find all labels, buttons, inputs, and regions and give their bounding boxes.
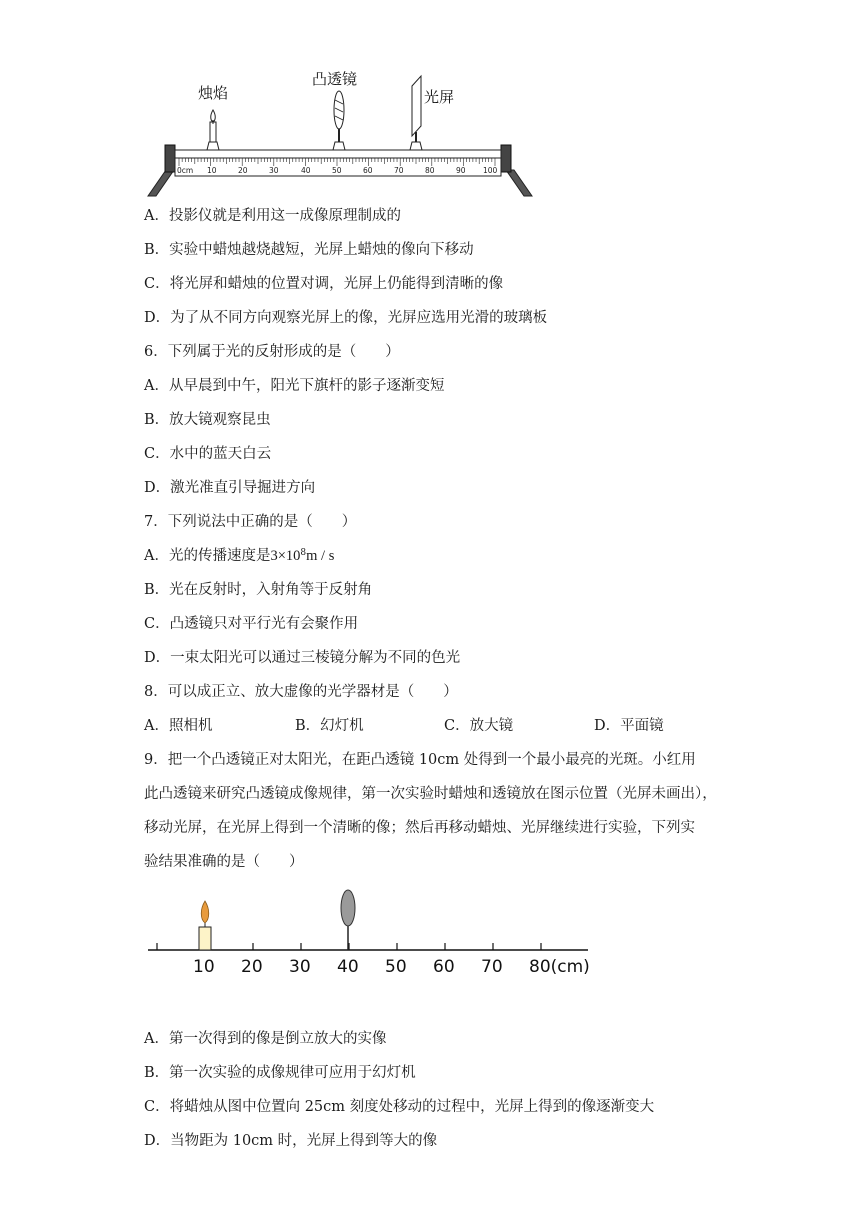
tick-label-0: 0cm [177,166,194,175]
optical-bench-figure [140,62,540,202]
q8-option-a: A．照相机 [144,718,213,734]
tick-label-70: 70 [394,166,404,175]
axis-label-80: 80(cm) [529,957,590,977]
tick-label-30: 30 [269,166,279,175]
tick-label-90: 90 [456,166,466,175]
q7-stem: 7．下列说法中正确的是（ ） [144,514,357,530]
q8-stem: 8．可以成正立、放大虚像的光学器材是（ ） [144,684,458,700]
axis-label-60: 60 [433,957,455,977]
q8-option-b: B．幻灯机 [295,718,364,734]
convex-lens-icon [341,890,355,926]
q9-stem-line-4: 验结果准确的是（ ） [144,854,304,870]
q7-speed-unit: m / s [306,548,335,564]
axis-label-70: 70 [481,957,503,977]
tick-label-100: 100 [483,166,498,175]
bench-left-post [165,145,175,172]
q5-option-d: D．为了从不同方向观察光屏上的像，光屏应选用光滑的玻璃板 [144,310,548,326]
bench-left-leg [148,170,174,196]
bench-right-leg [506,170,532,196]
q6-stem: 6．下列属于光的反射形成的是（ ） [144,344,400,360]
q7-speed-base: 3×10 [270,548,301,564]
screen-icon [412,76,421,136]
tick-label-50: 50 [332,166,342,175]
candle-holder [207,110,219,150]
tick-label-40: 40 [301,166,311,175]
q9-stem-line-1: 9．把一个凸透镜正对太阳光，在距凸透镜 10cm 处得到一个最小最亮的光斑。小红用 [144,752,696,768]
tick-label-80: 80 [425,166,435,175]
axis-tick-marks [157,943,541,950]
q9-stem-line-2: 此凸透镜来研究凸透镜成像规律，第一次实验时蜡烛和透镜放在图示位置（光屏未画出）， [144,786,717,802]
q8-option-c: C．放大镜 [444,718,514,734]
q9-option-b: B．第一次实验的成像规律可应用于幻灯机 [144,1065,416,1081]
axis-label-40: 40 [337,957,359,977]
q5-option-b: B．实验中蜡烛越烧越短，光屏上蜡烛的像向下移动 [144,242,474,258]
axis-label-20: 20 [241,957,263,977]
candle-lens-figure [140,885,600,980]
axis-tick-labels [193,957,590,977]
q6-option-b: B．放大镜观察昆虫 [144,412,271,428]
axis-label-30: 30 [289,957,311,977]
convex-lens [333,91,345,150]
q6-option-c: C．水中的蓝天白云 [144,446,272,462]
bench-right-post [501,145,511,172]
axis-label-50: 50 [385,957,407,977]
q9-option-a: A．第一次得到的像是倒立放大的实像 [144,1031,387,1047]
q8-option-d: D．平面镜 [594,718,664,734]
label-screen: 光屏 [424,88,455,106]
q7-option-c: C．凸透镜只对平行光有会聚作用 [144,616,359,632]
q5-option-c: C．将光屏和蜡烛的位置对调，光屏上仍能得到清晰的像 [144,276,504,292]
label-flame: 烛焰 [198,84,229,102]
q9-stem-line-3: 移动光屏，在光屏上得到一个清晰的像；然后再移动蜡烛、光屏继续进行实验，下列实 [144,820,695,836]
tick-label-20: 20 [238,166,248,175]
q9-option-d: D．当物距为 10cm 时，光屏上得到等大的像 [144,1133,438,1149]
light-screen [410,76,422,150]
q6-option-d: D．激光准直引导掘进方向 [144,480,316,496]
candle-flame-icon [201,901,209,923]
axis-label-10: 10 [193,957,215,977]
tick-label-10: 10 [207,166,217,175]
q6-option-a: A．从早晨到中午，阳光下旗杆的影子逐渐变短 [144,378,445,394]
tick-label-60: 60 [363,166,373,175]
label-lens: 凸透镜 [312,70,358,88]
q9-option-c: C．将蜡烛从图中位置向 25cm 刻度处移动的过程中，光屏上得到的像逐渐变大 [144,1099,655,1115]
q7-option-a [144,546,334,566]
candle-body [199,927,211,950]
q7-option-b: B．光在反射时，入射角等于反射角 [144,582,373,598]
q7-speed-exponent: 8 [300,548,307,558]
q5-option-a: A．投影仪就是利用这一成像原理制成的 [144,208,401,224]
q7-option-a-prefix: A．光的传播速度是 [144,548,271,564]
bench-rail [175,150,501,158]
q7-option-d: D．一束太阳光可以通过三棱镜分解为不同的色光 [144,650,461,666]
